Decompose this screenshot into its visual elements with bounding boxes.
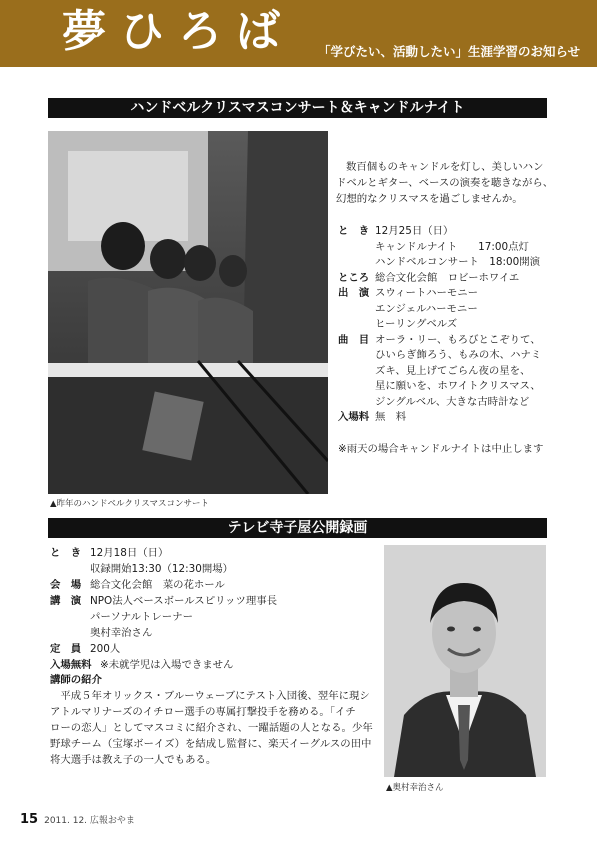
rain-note: ※雨天の場合キャンドルナイトは中止します (338, 443, 544, 455)
fee-value: 無 料 (375, 411, 407, 423)
page-number: 15 (20, 812, 39, 827)
when-time: 収録開始13:30（12:30開場） (90, 563, 234, 575)
when-date: 12月25日（日） (375, 225, 454, 237)
song-line: ズキ、見上げてごらん夜の星を、 (375, 365, 531, 377)
when-label: と き (338, 225, 370, 237)
intro-line: 幻想的なクリスマスを過ごしませんか。 (336, 193, 523, 205)
bio-line: アトルマリナーズのイチロー選手の専属打撃投手を務める。「イチ (50, 706, 356, 718)
song-line: ジングルベル、大きな古時計など (375, 396, 530, 408)
lecturer-intro-label: 講師の紹介 (50, 674, 102, 686)
performer: ヒーリングベルズ (375, 318, 458, 330)
when-candle: キャンドルナイト 17:00点灯 (375, 241, 529, 253)
bio-line: 将大選手は教え子の一人でもある。 (50, 754, 217, 766)
performer: エンジェルハーモニー (375, 303, 478, 315)
place-label: ところ (338, 272, 370, 284)
lecturer-photo-caption: ▲奥村幸治さん (386, 783, 444, 793)
lecturer-photo (384, 545, 546, 777)
song-line: オーラ・リー、もろびとこぞりて、 (375, 334, 541, 346)
fee-label: 入場料 (338, 411, 370, 423)
section-heading-handbell: ハンドベルクリスマスコンサート＆キャンドルナイト (48, 98, 547, 118)
lecturer-portrait (384, 545, 546, 777)
songs-label: 曲 目 (338, 334, 370, 346)
performers-label: 出 演 (338, 287, 370, 299)
lecture-line: パーソナルトレーナー (90, 611, 193, 623)
bio-line: ローの恋人」としてマスコミに紹介され、一躍話題の人となる。少年 (50, 722, 373, 734)
concert-photo-caption: ▲昨年のハンドベルクリスマスコンサート (50, 499, 210, 509)
venue-value: 総合文化会館 菜の花ホール (90, 579, 225, 591)
capacity-value: 200人 (90, 643, 121, 655)
capacity-label: 定 員 (50, 643, 82, 655)
lecture-label: 講 演 (50, 595, 82, 607)
bio-line: 野球チーム（宝塚ボーイズ）を結成し監督に、楽天イーグルスの田中 (50, 738, 372, 750)
venue-label: 会 場 (50, 579, 82, 591)
when-date: 12月18日（日） (90, 547, 169, 559)
section-heading-terakoya: テレビ寺子屋公開録画 (48, 518, 547, 538)
lecture-line: NPO法人ベースボールスピリッツ理事長 (90, 595, 278, 607)
page-subtitle: 「学びたい、活動したい」生涯学習のお知らせ (318, 44, 581, 59)
free-entry-note: ※未就学児は入場できません (100, 659, 234, 671)
lecture-line: 奥村幸治さん (90, 627, 153, 639)
free-entry-label: 入場無料 (50, 659, 92, 671)
footer-text: 2011. 12. 広報おやま (44, 816, 135, 826)
song-line: ひいらぎ飾ろう、もみの木、ハナミ (375, 349, 542, 361)
when-label: と き (50, 547, 82, 559)
intro-line: ドベルとギター、ベースの演奏を聴きながら、 (336, 177, 554, 189)
page-title: 夢ひろば (62, 6, 294, 57)
concert-photo (48, 131, 328, 494)
concert-photo-image (48, 131, 328, 494)
performer: スウィートハーモニー (375, 287, 479, 299)
page-footer (20, 812, 135, 827)
bio-line: 平成５年オリックス・ブルーウェーブにテスト入団後、翌年に現シ (50, 690, 370, 702)
place-value: 総合文化会館 ロビーホワイエ (375, 272, 520, 284)
song-line: 星に願いを、ホワイトクリスマス、 (375, 380, 541, 392)
page-header (0, 0, 597, 67)
when-concert: ハンドベルコンサート 18:00開演 (375, 256, 541, 268)
intro-line: 数百個ものキャンドルを灯し、美しいハン (346, 161, 544, 173)
